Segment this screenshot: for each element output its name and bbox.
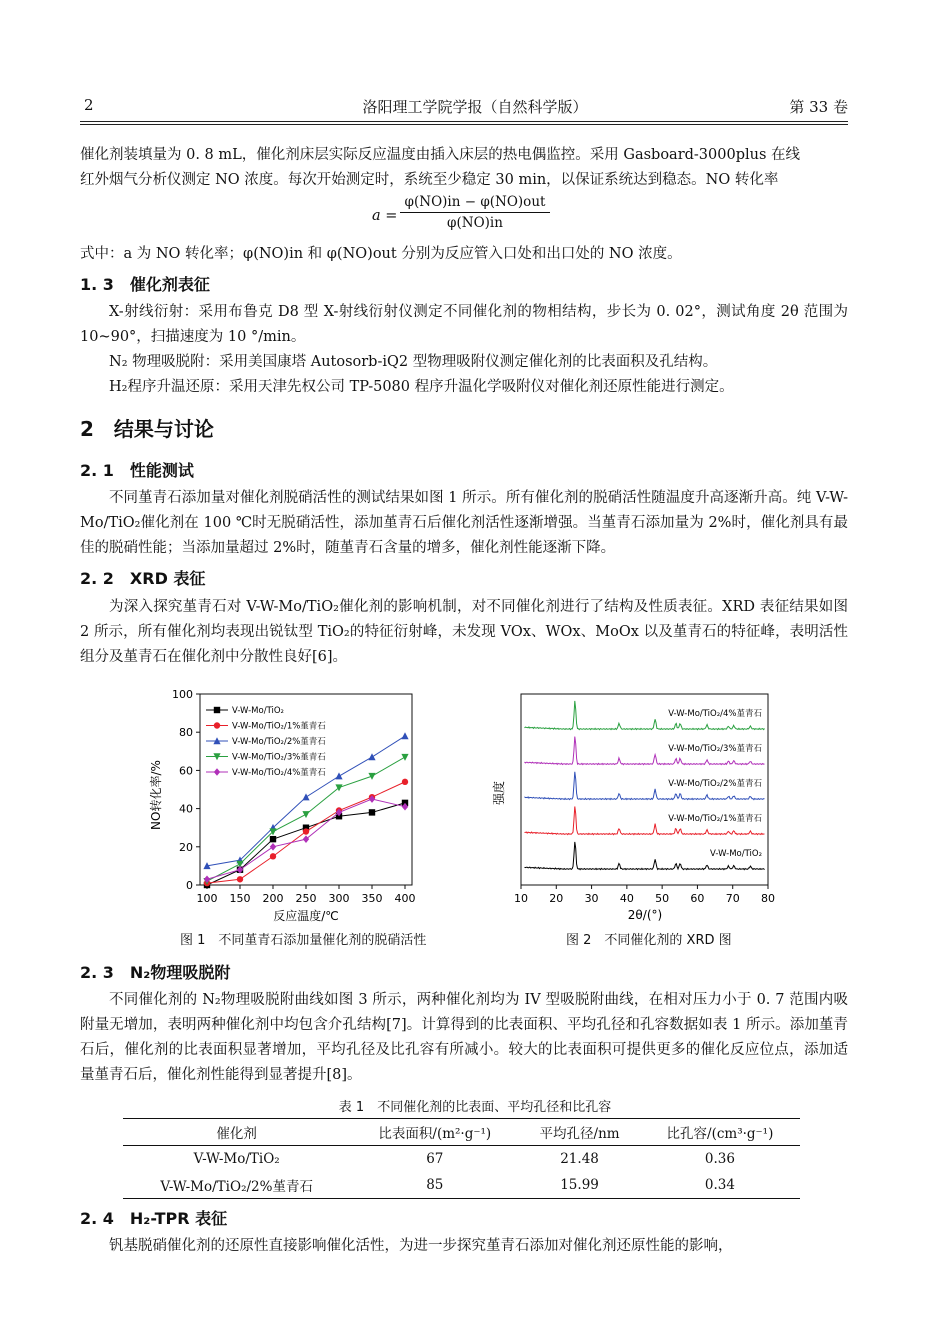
s23-paragraph: 不同催化剂的 N₂物理吸脱附曲线如图 3 所示，两种催化剂均为 IV 型吸脱附曲线，在相对压力小于 0. 7 范围内吸附量无增加，表明两种催化剂中均包含介孔结构[7]。计算得到的比表面积、平均孔径和孔容数据如表 1 所示。添加堇青石后，催化剂的比表面积显著增加，平均孔径及比孔容有所减小。较大的比表面积可提供更多的催化反应位点，添加适量堇青石后，催化剂性能得到显著提升[8]。 (80, 992, 848, 1083)
series-label: V-W-Mo/TiO₂/2%堇青石 (668, 779, 762, 789)
table-cell: V-W-Mo/TiO₂ (193, 1151, 280, 1167)
data-point (401, 732, 408, 739)
table-row (123, 1146, 800, 1173)
y-tick-label: 80 (179, 726, 193, 740)
table-header-cell: 催化剂 (123, 1119, 350, 1146)
data-point (303, 828, 309, 834)
section-2-2-title: 2. 2 XRD 表征 (80, 569, 206, 588)
intro-line-1: 催化剂装填量为 0. 8 mL，催化剂床层实际反应温度由插入床层的热电偶监控。采用 Gasboard-3000plus 在线 (80, 147, 801, 163)
table-cell: 0.36 (704, 1151, 735, 1167)
data-point (368, 753, 375, 760)
y-tick-label: 100 (172, 688, 193, 701)
y-tick-label: 60 (179, 764, 193, 778)
y-tick-label: 40 (179, 802, 193, 816)
x-tick-label: 100 (196, 892, 218, 905)
data-point (214, 768, 220, 776)
data-point (214, 707, 220, 713)
table-1 (123, 1118, 800, 1199)
data-point (302, 811, 309, 818)
table-cell: 85 (350, 1172, 519, 1199)
volume-label: 第 33 卷 (789, 98, 848, 116)
y-tick-label: 0 (186, 879, 193, 892)
fig1-y-axis-label: NO转化率/% (149, 760, 163, 830)
x-tick-label: 200 (262, 892, 284, 905)
legend-label: V-W-Mo/TiO₂ (232, 706, 284, 716)
s22-paragraph: 为深入探究堇青石对 V-W-Mo/TiO₂催化剂的影响机制，对不同催化剂进行了结构及性质表征。XRD 表征结果如图 2 所示，所有催化剂均表现出锐钛型 TiO₂的特征衍射峰，未发现 VOx、WOx、MoOx 以及堇青石的特征峰，表明活性组分及堇青石在催化剂中分散性良好[6]。 (80, 599, 848, 665)
x-tick-label: 70 (725, 892, 740, 905)
data-point (335, 772, 342, 779)
table-header-cell: 比表面积/(m²·g⁻¹) (350, 1119, 519, 1146)
data-point (402, 779, 408, 785)
table-header-cell: 比孔容/(cm³·g⁻¹) (640, 1119, 800, 1146)
section-2-title: 2 结果与讨论 (80, 417, 214, 441)
journal-title: 洛阳理工学院学报（自然科学版） (362, 98, 588, 116)
table-1-caption: 表 1 不同催化剂的比表面、平均孔径和比孔容 (338, 1100, 612, 1115)
figure-1-caption: 图 1 不同堇青石添加量催化剂的脱硝活性 (180, 933, 427, 948)
formula-numerator: φ(NO)in − φ(NO)out (404, 194, 546, 210)
section-2-3-title: 2. 3 N₂物理吸脱附 (80, 963, 231, 982)
intro-line-2: 红外烟气分析仪测定 NO 浓度。每次开始测定时，系统至少稳定 30 min，以保证系统达到稳态。NO 转化率 (80, 172, 779, 188)
figure-2-caption: 图 2 不同催化剂的 XRD 图 (566, 933, 732, 948)
x-tick-label: 40 (619, 892, 634, 905)
series-label: V-W-Mo/TiO₂/3%堇青石 (668, 744, 762, 754)
x-tick-label: 350 (361, 892, 383, 905)
data-point (270, 853, 276, 859)
data-point (302, 793, 309, 800)
x-tick-label: 300 (328, 892, 350, 905)
series-label: V-W-Mo/TiO₂/4%堇青石 (668, 709, 762, 719)
data-point (368, 773, 375, 780)
s21-paragraph: 不同堇青石添加量对催化剂脱硝活性的测试结果如图 1 所示。所有催化剂的脱硝活性随温度升高逐渐升高。纯 V-W-Mo/TiO₂催化剂在 100 ℃时无脱硝活性，添加堇青石后催化剂活性逐渐增强。当堇青石添加量为 2%时，催化剂具有最佳的脱硝性能；当添加量超过 2%时，随堇青石含量的增多，催化剂性能逐渐下降。 (80, 490, 848, 556)
legend-label: V-W-Mo/TiO₂/1%堇青石 (232, 721, 326, 732)
s24-paragraph: 钒基脱硝催化剂的还原性直接影响催化活性，为进一步探究堇青石添加对催化剂还原性能的影响， (109, 1238, 733, 1254)
figure-2-chart (485, 685, 785, 925)
x-tick-label: 10 (514, 892, 528, 905)
data-point (369, 809, 375, 815)
table-cell: 21.48 (560, 1151, 599, 1167)
x-tick-label: 150 (229, 892, 251, 905)
y-tick-label: 20 (179, 840, 193, 854)
legend-label: V-W-Mo/TiO₂/4%堇青石 (232, 768, 326, 778)
formula-denominator: φ(NO)in (447, 215, 503, 231)
data-point (270, 836, 276, 842)
s13-n2-paragraph: N₂ 物理吸脱附：采用美国康塔 Autosorb-iQ2 型物理吸附仪测定催化剂的比表面积及孔结构。 (109, 354, 718, 370)
fig2-y-axis-label: 强度 (492, 780, 506, 806)
series-label: V-W-Mo/TiO₂/1%堇青石 (668, 814, 762, 824)
s13-h2-paragraph: H₂程序升温还原：采用天津先权公司 TP-5080 程序升温化学吸附仪对催化剂还原性能进行测定。 (109, 379, 734, 395)
table-cell: V-W-Mo/TiO₂/2%堇青石 (123, 1172, 350, 1199)
legend-label: V-W-Mo/TiO₂/3%堇青石 (232, 752, 326, 763)
formula-where: 式中：a 为 NO 转化率；φ(NO)in 和 φ(NO)out 分别为反应管入口处和出口处的 NO 浓度。 (80, 246, 682, 262)
header-rule-2 (80, 124, 848, 125)
x-tick-label: 20 (549, 892, 564, 905)
section-2-1-title: 2. 1 性能测试 (80, 461, 194, 480)
data-point (270, 843, 276, 851)
header-rule (80, 121, 848, 122)
data-point (335, 784, 342, 791)
x-tick-label: 30 (584, 892, 599, 905)
table-row (123, 1172, 800, 1199)
table-header-row (123, 1119, 800, 1146)
series-label: V-W-Mo/TiO₂ (710, 849, 762, 859)
fig2-x-axis-label: 2θ/(°) (627, 908, 663, 922)
x-tick-label: 400 (394, 892, 416, 905)
table-cell: 67 (426, 1151, 444, 1167)
table-header-cell: 平均孔径/nm (519, 1119, 640, 1146)
legend-label: V-W-Mo/TiO₂/2%堇青石 (232, 737, 326, 747)
table-cell: 15.99 (519, 1172, 640, 1199)
s13-xrd-paragraph: X-射线衍射：采用布鲁克 D8 型 X-射线衍射仪测定不同催化剂的物相结构，步长为 0. 02°，测试角度 2θ 范围为 10~90°，扫描速度为 10 °/min。 (80, 304, 848, 345)
x-tick-label: 60 (690, 892, 705, 905)
section-2-4-title: 2. 4 H₂-TPR 表征 (80, 1209, 228, 1228)
table-cell: 0.34 (640, 1172, 800, 1199)
page-number: 2 (84, 96, 94, 114)
data-point (237, 876, 243, 882)
formula-bar (400, 212, 550, 213)
formula (400, 194, 550, 231)
fig1-x-axis-label: 反应温度/℃ (273, 909, 339, 923)
section-1-3-title: 1. 3 催化剂表征 (80, 275, 210, 294)
figure-1-chart (140, 685, 450, 925)
formula-lhs: a = (372, 208, 398, 224)
x-tick-label: 80 (761, 892, 775, 905)
x-tick-label: 250 (295, 892, 317, 905)
x-tick-label: 50 (655, 892, 670, 905)
data-point (214, 722, 220, 728)
data-point (401, 754, 408, 761)
data-point (303, 835, 309, 843)
